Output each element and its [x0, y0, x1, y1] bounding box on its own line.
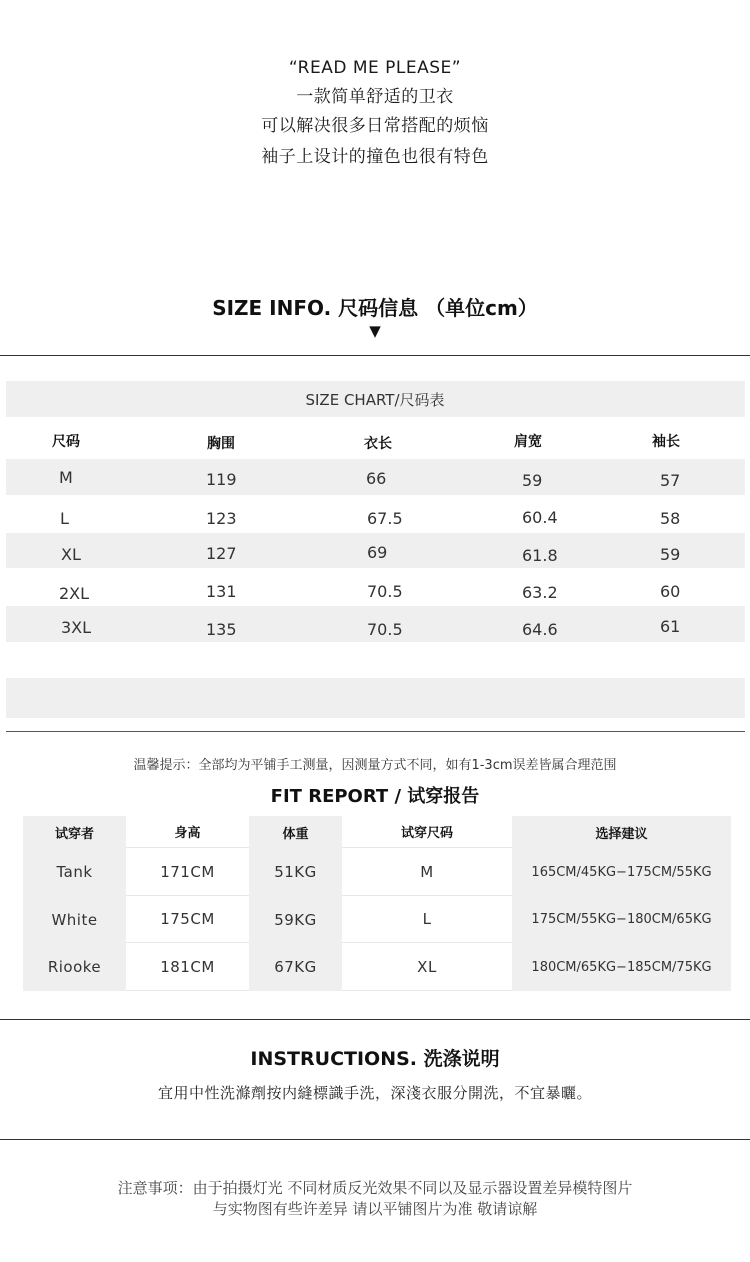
divider	[0, 1139, 750, 1140]
table-cell: 119	[206, 470, 237, 489]
table-cell: 135	[206, 620, 237, 639]
fit-header-suggestion: 选择建议	[512, 816, 731, 848]
table-cell: 61.8	[522, 546, 558, 565]
table-cell: 127	[206, 544, 237, 563]
disclaimer-line-1: 注意事项：由于拍摄灯光 不同材质反光效果不同以及显示器设置差异模特图片	[117, 1179, 633, 1197]
column-header-length: 衣长	[364, 436, 392, 452]
table-cell: 2XL	[59, 584, 90, 603]
column-header-sleeve: 袖长	[652, 434, 680, 450]
intro-line-2: 可以解决很多日常搭配的烦恼	[261, 116, 489, 136]
table-cell: 64.6	[522, 620, 558, 639]
disclaimer-line-2: 与实物图有些许差异 请以平铺图片为准 敬请谅解	[212, 1200, 538, 1218]
intro-line-1: 一款简单舒适的卫衣	[296, 87, 454, 107]
table-cell: XL	[61, 545, 81, 564]
measurement-tip: 温馨提示：全部均为平铺手工测量，因测量方式不同，如有1-3cm误差皆属合理范围	[133, 758, 617, 773]
size-chart-title: SIZE CHART/尺码表	[305, 391, 445, 409]
table-cell: 57	[660, 471, 681, 490]
fit-cell: 67KG	[249, 943, 342, 991]
fit-report-table	[23, 816, 731, 991]
table-cell: 70.5	[367, 620, 403, 639]
table-cell: 60	[660, 582, 681, 601]
wash-instructions: 宜用中性洗滌劑按内縫標識手洗，深淺衣服分開洗，不宜暴曬。	[157, 1084, 592, 1102]
fit-cell: 51KG	[249, 848, 342, 896]
size-info-heading: SIZE INFO. 尺码信息 （单位cm）	[212, 296, 538, 320]
empty-band	[6, 678, 745, 718]
down-arrow-icon: ▼	[369, 322, 381, 340]
divider	[6, 731, 745, 732]
column-header-shoulder: 肩宽	[514, 434, 542, 450]
fit-header-height: 身高	[126, 816, 249, 848]
table-cell: 61	[660, 617, 681, 636]
table-cell: 3XL	[61, 618, 92, 637]
fit-cell: 181CM	[126, 943, 249, 991]
fit-header-wearer: 试穿者	[23, 816, 126, 848]
table-cell: L	[60, 509, 69, 528]
table-cell: 69	[367, 543, 388, 562]
table-cell: M	[59, 468, 73, 487]
fit-header-weight: 体重	[249, 816, 342, 848]
fit-cell: M	[342, 848, 512, 896]
divider	[0, 1019, 750, 1020]
fit-cell: 165CM/45KG−175CM/55KG	[512, 848, 731, 896]
table-cell: 58	[660, 509, 681, 528]
table-cell: 123	[206, 509, 237, 528]
table-cell: 70.5	[367, 582, 403, 601]
table-cell: 66	[366, 469, 387, 488]
table-cell: 67.5	[367, 509, 403, 528]
fit-cell: White	[23, 896, 126, 943]
column-header-size: 尺码	[52, 434, 80, 450]
instructions-heading: INSTRUCTIONS. 洗涤说明	[250, 1048, 500, 1070]
fit-cell: 180CM/65KG−185CM/75KG	[512, 943, 731, 991]
fit-cell: L	[342, 896, 512, 943]
fit-cell: XL	[342, 943, 512, 991]
table-cell: 59	[660, 545, 681, 564]
table-cell: 60.4	[522, 508, 558, 527]
fit-cell: 171CM	[126, 848, 249, 896]
fit-cell: Tank	[23, 848, 126, 896]
fit-cell: Riooke	[23, 943, 126, 991]
fit-header-size: 试穿尺码	[342, 816, 512, 848]
table-cell: 63.2	[522, 583, 558, 602]
intro-line-3: 袖子上设计的撞色也很有特色	[261, 147, 489, 167]
intro-title: “READ ME PLEASE”	[288, 58, 462, 78]
table-cell: 59	[522, 471, 543, 490]
fit-cell: 59KG	[249, 896, 342, 943]
fit-report-heading: FIT REPORT / 试穿报告	[270, 786, 480, 807]
column-header-chest: 胸围	[207, 436, 235, 452]
divider	[0, 355, 750, 356]
table-cell: 131	[206, 582, 237, 601]
fit-cell: 175CM/55KG−180CM/65KG	[512, 896, 731, 943]
fit-cell: 175CM	[126, 896, 249, 943]
